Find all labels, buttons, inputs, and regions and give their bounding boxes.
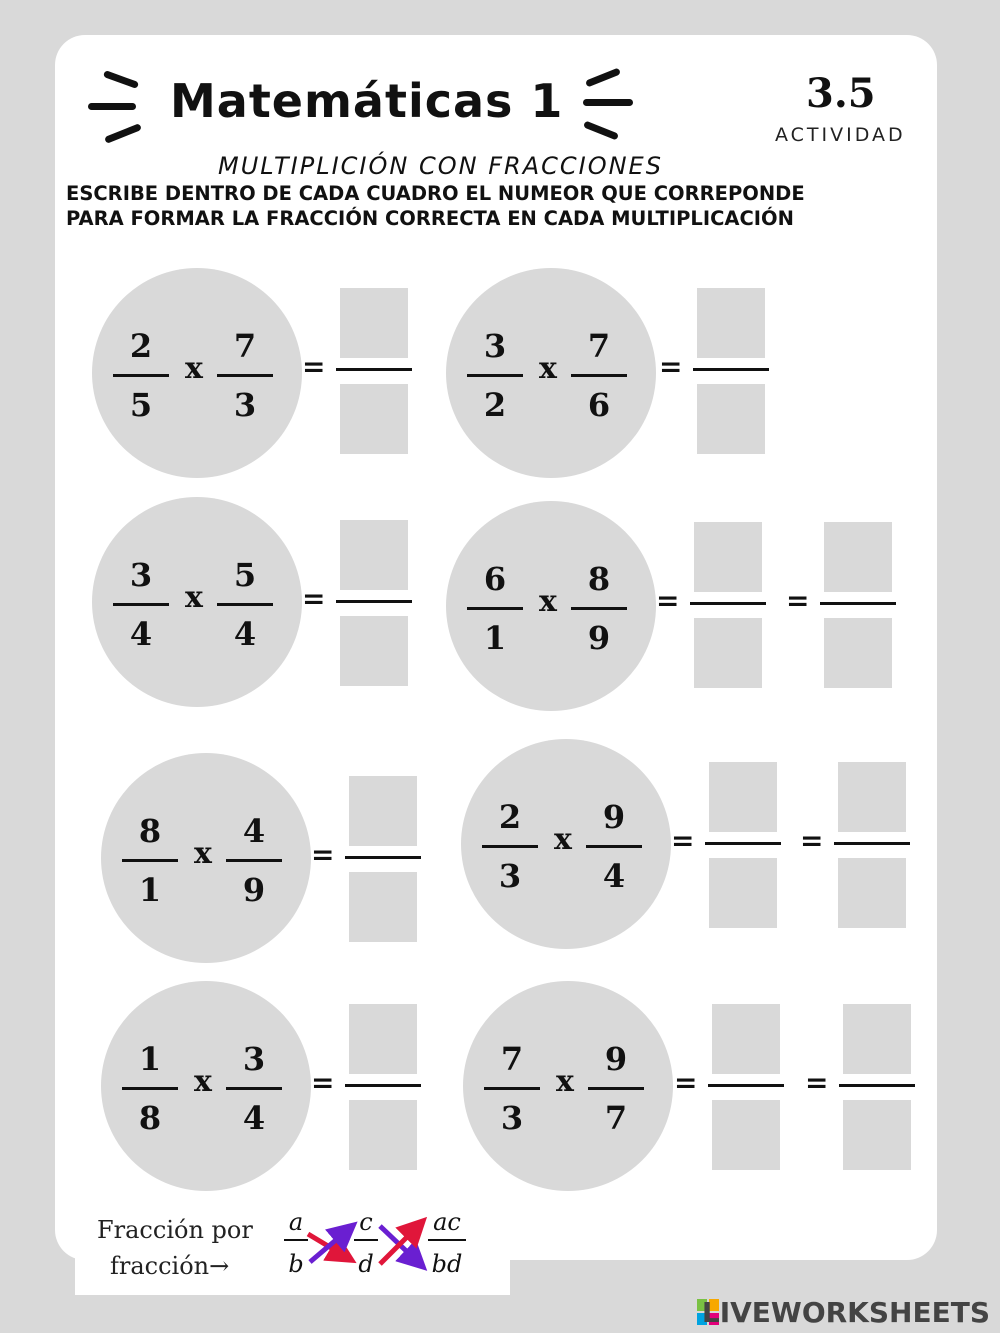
fraction-a-8	[484, 1041, 540, 1136]
times-sign: x	[554, 822, 572, 857]
equals-sign: =	[800, 824, 824, 857]
title-dash-left-mid	[88, 103, 136, 110]
fraction-b-6	[586, 799, 642, 894]
numerator: 3	[483, 327, 507, 365]
fraction-bar	[467, 374, 523, 377]
instruction-line-2: PARA FORMAR LA FRACCIÓN CORRECTA EN CADA MULTIPLICACIÓN	[66, 207, 794, 230]
answer-numerator-box-2-1[interactable]	[697, 288, 765, 358]
numerator: 6	[483, 560, 507, 598]
denominator: 9	[587, 619, 611, 657]
numerator: 1	[138, 1040, 162, 1078]
answer-fraction-bar	[834, 842, 910, 845]
answer-denominator-box-6-1[interactable]	[709, 858, 777, 928]
fraction-bar	[588, 1087, 644, 1090]
answer-numerator-box-7-1[interactable]	[349, 1004, 417, 1074]
times-sign: x	[539, 351, 557, 386]
answer-numerator-box-4-1[interactable]	[694, 522, 762, 592]
activity-label: ACTIVIDAD	[775, 124, 906, 146]
denominator: 4	[233, 615, 257, 653]
fraction-a-5	[122, 813, 178, 908]
equals-sign: =	[311, 838, 335, 871]
liveworksheets-watermark: LIVEWORKSHEETS	[701, 1296, 990, 1329]
equals-sign: =	[311, 1066, 335, 1099]
fraction-b-7	[226, 1041, 282, 1136]
denominator: 1	[483, 619, 507, 657]
fraction-bar	[122, 1087, 178, 1090]
denominator: 5	[129, 386, 153, 424]
denominator: 8	[138, 1099, 162, 1137]
fraction-bar	[217, 374, 273, 377]
formula-ac: ac	[433, 1208, 461, 1236]
fraction-bar	[113, 374, 169, 377]
numerator: 2	[498, 798, 522, 836]
answer-fraction-bar	[693, 368, 769, 371]
denominator: 3	[500, 1099, 524, 1137]
equals-sign: =	[656, 584, 680, 617]
fraction-a-2	[467, 328, 523, 423]
fraction-bar	[482, 845, 538, 848]
fraction-b-8	[588, 1041, 644, 1136]
fraction-b-1	[217, 328, 273, 423]
instruction-line-1: ESCRIBE DENTRO DE CADA CUADRO EL NUMEOR QUE CORREPONDE	[66, 182, 805, 205]
fraction-bar	[113, 603, 169, 606]
fraction-bar	[226, 859, 282, 862]
fraction-b-2	[571, 328, 627, 423]
answer-denominator-box-8-2[interactable]	[843, 1100, 911, 1170]
fraction-bar	[217, 603, 273, 606]
answer-fraction-bar	[345, 1084, 421, 1087]
fraction-a-4	[467, 561, 523, 656]
answer-numerator-box-3-1[interactable]	[340, 520, 408, 590]
answer-fraction-bar	[708, 1084, 784, 1087]
answer-numerator-box-8-2[interactable]	[843, 1004, 911, 1074]
answer-denominator-box-8-1[interactable]	[712, 1100, 780, 1170]
numerator: 5	[233, 556, 257, 594]
answer-denominator-box-4-1[interactable]	[694, 618, 762, 688]
activity-number: 3.5	[806, 70, 876, 117]
numerator: 4	[242, 812, 266, 850]
times-sign: x	[185, 580, 203, 615]
numerator: 7	[500, 1040, 524, 1078]
answer-fraction-bar	[345, 856, 421, 859]
fraction-bar	[586, 845, 642, 848]
fraction-multiplication-formula	[282, 1206, 472, 1286]
times-sign: x	[556, 1064, 574, 1099]
fraction-a-1	[113, 328, 169, 423]
fraction-bar	[484, 1087, 540, 1090]
times-sign: x	[194, 836, 212, 871]
answer-denominator-box-6-2[interactable]	[838, 858, 906, 928]
numerator: 8	[587, 560, 611, 598]
formula-bd: bd	[431, 1250, 463, 1278]
denominator: 1	[138, 871, 162, 909]
equals-sign: =	[659, 350, 683, 383]
answer-numerator-box-1-1[interactable]	[340, 288, 408, 358]
fraction-a-7	[122, 1041, 178, 1136]
numerator: 7	[587, 327, 611, 365]
fraction-bar	[226, 1087, 282, 1090]
answer-fraction-bar	[336, 368, 412, 371]
fraction-a-6	[482, 799, 538, 894]
answer-numerator-box-5-1[interactable]	[349, 776, 417, 846]
formula-a: a	[288, 1208, 304, 1236]
formula-d: d	[358, 1250, 374, 1278]
title-dash-right-mid	[583, 99, 633, 106]
numerator: 3	[129, 556, 153, 594]
formula-c: c	[359, 1208, 373, 1236]
fraction-bar	[122, 859, 178, 862]
fraction-bar	[571, 374, 627, 377]
denominator: 2	[483, 386, 507, 424]
denominator: 4	[602, 857, 626, 895]
numerator: 2	[129, 327, 153, 365]
numerator: 3	[242, 1040, 266, 1078]
answer-numerator-box-8-1[interactable]	[712, 1004, 780, 1074]
times-sign: x	[185, 351, 203, 386]
answer-fraction-bar	[820, 602, 896, 605]
denominator: 4	[242, 1099, 266, 1137]
denominator: 3	[498, 857, 522, 895]
equals-sign: =	[302, 350, 326, 383]
fraction-a-3	[113, 557, 169, 652]
times-sign: x	[194, 1064, 212, 1099]
answer-denominator-box-1-1[interactable]	[340, 384, 408, 454]
equals-sign: =	[671, 824, 695, 857]
fraction-b-4	[571, 561, 627, 656]
denominator: 4	[129, 615, 153, 653]
subtitle: MULTIPLICIÓN CON FRACCIONES	[218, 152, 663, 180]
denominator: 9	[242, 871, 266, 909]
fraction-b-5	[226, 813, 282, 908]
equals-sign: =	[805, 1066, 829, 1099]
rule-text-line-1: Fracción por	[97, 1216, 253, 1244]
answer-denominator-box-3-1[interactable]	[340, 616, 408, 686]
answer-denominator-box-7-1[interactable]	[349, 1100, 417, 1170]
denominator: 6	[587, 386, 611, 424]
answer-fraction-bar	[690, 602, 766, 605]
formula-b: b	[288, 1250, 304, 1278]
denominator: 3	[233, 386, 257, 424]
numerator: 9	[604, 1040, 628, 1078]
fraction-bar	[571, 607, 627, 610]
denominator: 7	[604, 1099, 628, 1137]
rule-text-line-2: fracción→	[110, 1252, 230, 1280]
numerator: 9	[602, 798, 626, 836]
numerator: 7	[233, 327, 257, 365]
equals-sign: =	[302, 582, 326, 615]
answer-fraction-bar	[336, 600, 412, 603]
answer-numerator-box-6-1[interactable]	[709, 762, 777, 832]
answer-denominator-box-4-2[interactable]	[824, 618, 892, 688]
times-sign: x	[539, 584, 557, 619]
answer-denominator-box-5-1[interactable]	[349, 872, 417, 942]
answer-numerator-box-4-2[interactable]	[824, 522, 892, 592]
answer-numerator-box-6-2[interactable]	[838, 762, 906, 832]
answer-fraction-bar	[839, 1084, 915, 1087]
fraction-b-3	[217, 557, 273, 652]
answer-fraction-bar	[705, 842, 781, 845]
answer-denominator-box-2-1[interactable]	[697, 384, 765, 454]
numerator: 8	[138, 812, 162, 850]
page-title: Matemáticas 1	[170, 74, 564, 128]
equals-sign: =	[786, 584, 810, 617]
equals-sign: =	[674, 1066, 698, 1099]
fraction-bar	[467, 607, 523, 610]
